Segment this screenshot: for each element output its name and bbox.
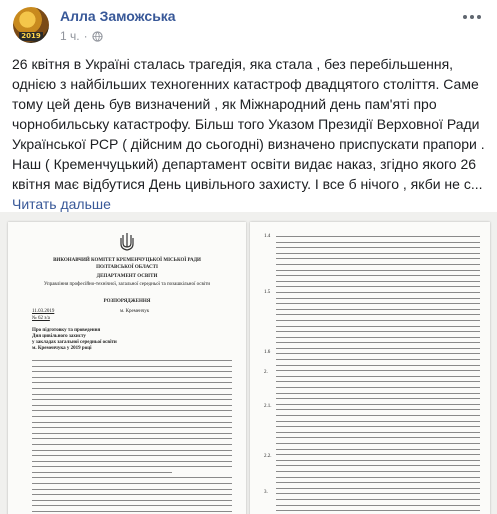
more-options-icon[interactable] — [463, 12, 483, 22]
doc-dept: ДЕПАРТАМЕНТ ОСВІТИ — [96, 274, 158, 279]
doc-city: м. Кременчук — [120, 309, 150, 314]
doc-point-2-2: 2.2. — [264, 454, 272, 459]
doc-subject-4: м. Кременчука у 2019 році — [32, 346, 92, 351]
trident-emblem-icon — [120, 232, 134, 252]
doc-date: 11.03.2019 — [32, 309, 55, 314]
doc-subject-2: Дня цивільного захисту — [32, 334, 86, 339]
post-text — [12, 54, 490, 214]
doc-right-body-text — [276, 236, 480, 514]
doc-point-2-1: 2.1. — [264, 404, 272, 409]
document-page-right — [250, 222, 490, 514]
read-more-link[interactable]: Читать дальше — [12, 196, 111, 212]
doc-subject-3: у закладах загальної середньої освіти — [32, 340, 117, 345]
doc-org-line2: ПОЛТАВСЬКОЇ ОБЛАСТІ — [96, 265, 158, 270]
author-name[interactable]: Алла Заможська — [60, 8, 176, 24]
document-page-left — [8, 222, 246, 514]
doc-point-1-6: 1.6 — [264, 350, 271, 355]
doc-point-3: 3. — [264, 490, 268, 495]
attached-document-image[interactable] — [0, 212, 497, 514]
doc-org-line1: ВИКОНАВЧИЙ КОМІТЕТ КРЕМЕНЧУЦЬКОЇ МІСЬКОЇ РАДИ — [53, 258, 201, 263]
globe-icon — [92, 31, 103, 42]
doc-point-2: 2. — [264, 370, 268, 375]
doc-left-body-text — [32, 360, 232, 514]
author-avatar[interactable] — [13, 7, 49, 43]
post-header — [0, 0, 497, 50]
doc-point-1-4: 1.4 — [264, 234, 271, 239]
post-body: 26 квітня в Україні сталась трагедія, яка стала , без перебільшення, однією з найбільших техногенних катастроф двадцятого століття. Саме тому цей день був визначений , як Міжнародний день пам'яті про чорнобильську катастрофу. Більш того Указом Президії Верховної Ради Української РСР ( дійсним до сьогодні) визначено приспускати прапори . Наш ( Кременчуцький) департамент освіти видає наказ, згідно якого 26 квітня має відбутися День цивільного захисту. І все б нічого , якби не с... — [12, 56, 485, 192]
doc-office: Управління професійно-технічної, загальної середньої та позашкільної освіти — [43, 282, 211, 287]
post-meta: 1 ч. · — [60, 29, 103, 43]
doc-subject-1: Про підготовку та проведення — [32, 328, 101, 333]
avatar-badge: 2019 — [19, 32, 43, 41]
doc-type: РОЗПОРЯДЖЕННЯ — [103, 299, 151, 304]
doc-point-1-5: 1.5 — [264, 290, 271, 295]
doc-number: № 62 з/а — [32, 316, 50, 321]
post-time[interactable]: 1 ч. — [60, 29, 80, 43]
